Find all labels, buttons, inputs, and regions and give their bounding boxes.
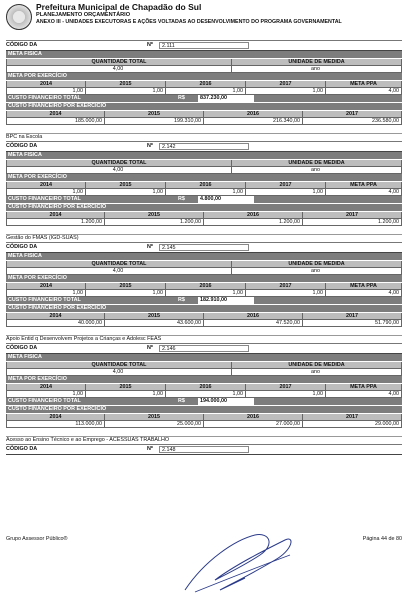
meta-value: 1,00 xyxy=(166,88,246,95)
custo-value: 1.200,00 xyxy=(204,219,303,226)
signature-icon xyxy=(175,520,305,600)
year-header: 2016 xyxy=(166,81,246,88)
quantidade-header: QUANTIDADE TOTAL xyxy=(6,362,232,369)
header-subtitle: PLANEJAMENTO ORÇAMENTÁRIO xyxy=(36,12,131,18)
table-row xyxy=(6,384,402,391)
year-header: 2015 xyxy=(105,111,204,118)
quantidade-value: 4,00 xyxy=(6,167,232,174)
year-header: 2014 xyxy=(6,182,86,189)
meta-ppa-value: 4,00 xyxy=(326,290,402,297)
year-header: 2017 xyxy=(246,384,326,391)
program-name: Gestão do FMAS (IGD-SUAS) xyxy=(6,235,402,243)
year-header: 2016 xyxy=(204,111,303,118)
quantidade-value: 4,00 xyxy=(6,268,232,275)
document-header xyxy=(6,3,402,33)
custo-value: 47.520,00 xyxy=(204,320,303,327)
meta-value: 1,00 xyxy=(6,391,86,398)
action-block xyxy=(6,336,402,437)
table-row xyxy=(6,212,402,219)
year-header: 2015 xyxy=(105,414,204,421)
custo-value: 1.200,00 xyxy=(6,219,105,226)
unidade-header: UNIDADE DE MEDIDA xyxy=(232,261,402,268)
custo-value: 27.000,00 xyxy=(204,421,303,428)
unidade-value: ano xyxy=(232,66,402,73)
custo-value: 236.580,00 xyxy=(303,118,402,125)
currency-label: R$ xyxy=(178,196,185,202)
table-row xyxy=(6,283,402,290)
table-row xyxy=(6,362,402,369)
quantidade-header: QUANTIDADE TOTAL xyxy=(6,59,232,66)
custo-value: 25.000,00 xyxy=(105,421,204,428)
meta-value: 1,00 xyxy=(246,391,326,398)
custo-value: 43.600,00 xyxy=(105,320,204,327)
meta-value: 1,00 xyxy=(6,88,86,95)
code-label: CÓDIGO DA xyxy=(6,446,38,452)
footer-company: Grupo Assessor Público® xyxy=(6,536,68,542)
code-row xyxy=(6,41,402,51)
table-row xyxy=(6,290,402,297)
year-header: 2015 xyxy=(105,212,204,219)
year-header: 2014 xyxy=(6,384,86,391)
block-separator xyxy=(6,226,402,235)
action-block xyxy=(6,134,402,235)
block-separator xyxy=(6,125,402,134)
year-header: 2017 xyxy=(303,111,402,118)
code-value: 2.142 xyxy=(159,143,249,150)
action-block xyxy=(6,437,402,455)
custo-value: 199.310,00 xyxy=(105,118,204,125)
code-row xyxy=(6,445,402,455)
custo-total-value: 194.000,00 xyxy=(198,398,254,405)
meta-fisica-header: META FÍSICA xyxy=(6,253,402,261)
year-header: 2017 xyxy=(246,283,326,290)
program-name: Apoio Entid q Desenvolvem Projetos a Crianças e Adolesc FEAS xyxy=(6,336,402,344)
code-label: CÓDIGO DA xyxy=(6,42,38,48)
meta-value: 1,00 xyxy=(6,290,86,297)
year-header: 2014 xyxy=(6,313,105,320)
quantidade-header: QUANTIDADE TOTAL xyxy=(6,261,232,268)
custo-value: 29.000,00 xyxy=(303,421,402,428)
meta-fisica-header: META FÍSICA xyxy=(6,51,402,59)
year-header: 2015 xyxy=(86,283,166,290)
custo-exercicio-header: CUSTO FINANCEIRO POR EXERCÍCIO xyxy=(6,103,402,111)
table-row xyxy=(6,182,402,189)
table-row xyxy=(6,81,402,88)
custo-exercicio-header: CUSTO FINANCEIRO POR EXERCÍCIO xyxy=(6,406,402,414)
meta-value: 1,00 xyxy=(246,88,326,95)
meta-ppa-header: META PPA xyxy=(326,283,402,290)
table-row xyxy=(6,66,402,73)
code-value: 2.145 xyxy=(159,244,249,251)
code-row xyxy=(6,344,402,354)
meta-ppa-header: META PPA xyxy=(326,384,402,391)
custo-total-label: CUSTO FINANCEIRO TOTAL xyxy=(8,95,81,101)
custo-exercicio-header: CUSTO FINANCEIRO POR EXERCÍCIO xyxy=(6,305,402,313)
table-row xyxy=(6,320,402,327)
document-page xyxy=(6,3,402,455)
unidade-header: UNIDADE DE MEDIDA xyxy=(232,362,402,369)
currency-label: R$ xyxy=(178,95,185,101)
action-block xyxy=(6,33,402,134)
code-label: CÓDIGO DA xyxy=(6,143,38,149)
custo-value: 185.000,00 xyxy=(6,118,105,125)
code-value: 2.146 xyxy=(159,345,249,352)
year-header: 2014 xyxy=(6,283,86,290)
meta-fisica-header: META FÍSICA xyxy=(6,152,402,160)
footer-page-number: Página 44 de 80 xyxy=(362,536,402,542)
custo-total-row xyxy=(6,398,402,406)
meta-ppa-value: 4,00 xyxy=(326,391,402,398)
meta-value: 1,00 xyxy=(86,290,166,297)
meta-fisica-header: META FÍSICA xyxy=(6,354,402,362)
meta-ppa-value: 4,00 xyxy=(326,88,402,95)
year-header: 2017 xyxy=(246,81,326,88)
program-name: BPC na Escola xyxy=(6,134,402,142)
meta-ppa-value: 4,00 xyxy=(326,189,402,196)
meta-value: 1,00 xyxy=(166,189,246,196)
table-row xyxy=(6,313,402,320)
action-blocks xyxy=(6,33,402,455)
table-row xyxy=(6,268,402,275)
meta-exercicio-header: META POR EXERCÍCIO xyxy=(6,174,402,182)
custo-value: 216.340,00 xyxy=(204,118,303,125)
custo-total-row xyxy=(6,297,402,305)
meta-value: 1,00 xyxy=(246,189,326,196)
table-row xyxy=(6,111,402,118)
table-row xyxy=(6,59,402,66)
year-header: 2014 xyxy=(6,414,105,421)
table-row xyxy=(6,160,402,167)
code-value: 2.148 xyxy=(159,446,249,453)
table-row xyxy=(6,369,402,376)
number-label: Nº xyxy=(147,42,153,48)
year-header: 2016 xyxy=(204,414,303,421)
year-header: 2017 xyxy=(246,182,326,189)
custo-value: 1.200,00 xyxy=(303,219,402,226)
meta-ppa-header: META PPA xyxy=(326,182,402,189)
year-header: 2015 xyxy=(86,81,166,88)
year-header: 2016 xyxy=(204,313,303,320)
custo-total-label: CUSTO FINANCEIRO TOTAL xyxy=(8,398,81,404)
number-label: Nº xyxy=(147,446,153,452)
quantidade-value: 4,00 xyxy=(6,66,232,73)
table-row xyxy=(6,88,402,95)
table-row xyxy=(6,261,402,268)
year-header: 2016 xyxy=(166,283,246,290)
unidade-value: ano xyxy=(232,369,402,376)
meta-exercicio-header: META POR EXERCÍCIO xyxy=(6,73,402,81)
meta-value: 1,00 xyxy=(6,189,86,196)
currency-label: R$ xyxy=(178,297,185,303)
header-title: Prefeitura Municipal de Chapadão do Sul xyxy=(36,2,202,12)
custo-exercicio-header: CUSTO FINANCEIRO POR EXERCÍCIO xyxy=(6,204,402,212)
custo-total-value: 182.910,00 xyxy=(198,297,254,304)
year-header: 2014 xyxy=(6,212,105,219)
block-separator xyxy=(6,428,402,437)
code-row xyxy=(6,142,402,152)
unidade-value: ano xyxy=(232,268,402,275)
year-header: 2016 xyxy=(166,182,246,189)
year-header: 2015 xyxy=(105,313,204,320)
meta-value: 1,00 xyxy=(246,290,326,297)
year-header: 2016 xyxy=(166,384,246,391)
code-label: CÓDIGO DA xyxy=(6,345,38,351)
program-name: Acesso ao Ensino Técnico e ao Emprego - ACESSUAS TRABALHO xyxy=(6,437,402,445)
unidade-value: ano xyxy=(232,167,402,174)
meta-value: 1,00 xyxy=(86,88,166,95)
code-value: 2.111 xyxy=(159,42,249,49)
meta-value: 1,00 xyxy=(86,189,166,196)
table-row xyxy=(6,421,402,428)
custo-total-row xyxy=(6,196,402,204)
custo-value: 40.000,00 xyxy=(6,320,105,327)
table-row xyxy=(6,118,402,125)
custo-total-label: CUSTO FINANCEIRO TOTAL xyxy=(8,196,81,202)
header-annex: ANEXO III - UNIDADES EXECUTORAS E AÇÕES VOLTADAS AO DESENVOLVIMENTO DO PROGRAMA GOVERNAMENTAL xyxy=(36,18,342,25)
action-block xyxy=(6,235,402,336)
number-label: Nº xyxy=(147,345,153,351)
year-header: 2015 xyxy=(86,182,166,189)
custo-value: 113.000,00 xyxy=(6,421,105,428)
currency-label: R$ xyxy=(178,398,185,404)
year-header: 2014 xyxy=(6,81,86,88)
number-label: Nº xyxy=(147,244,153,250)
table-row xyxy=(6,391,402,398)
table-row xyxy=(6,219,402,226)
meta-value: 1,00 xyxy=(166,391,246,398)
meta-exercicio-header: META POR EXERCÍCIO xyxy=(6,275,402,283)
number-label: Nº xyxy=(147,143,153,149)
code-label: CÓDIGO DA xyxy=(6,244,38,250)
quantidade-header: QUANTIDADE TOTAL xyxy=(6,160,232,167)
program-name xyxy=(6,33,402,41)
meta-ppa-header: META PPA xyxy=(326,81,402,88)
table-row xyxy=(6,189,402,196)
table-row xyxy=(6,167,402,174)
block-separator xyxy=(6,327,402,336)
year-header: 2016 xyxy=(204,212,303,219)
unidade-header: UNIDADE DE MEDIDA xyxy=(232,160,402,167)
meta-exercicio-header: META POR EXERCÍCIO xyxy=(6,376,402,384)
year-header: 2017 xyxy=(303,414,402,421)
year-header: 2015 xyxy=(86,384,166,391)
code-row xyxy=(6,243,402,253)
custo-total-row xyxy=(6,95,402,103)
year-header: 2014 xyxy=(6,111,105,118)
quantidade-value: 4,00 xyxy=(6,369,232,376)
meta-value: 1,00 xyxy=(86,391,166,398)
year-header: 2017 xyxy=(303,212,402,219)
custo-value: 51.790,00 xyxy=(303,320,402,327)
unidade-header: UNIDADE DE MEDIDA xyxy=(232,59,402,66)
year-header: 2017 xyxy=(303,313,402,320)
custo-total-label: CUSTO FINANCEIRO TOTAL xyxy=(8,297,81,303)
custo-total-value: 4.800,00 xyxy=(198,196,254,203)
custo-total-value: 837.230,00 xyxy=(198,95,254,102)
meta-value: 1,00 xyxy=(166,290,246,297)
table-row xyxy=(6,414,402,421)
municipal-seal-icon xyxy=(6,4,32,30)
custo-value: 1.200,00 xyxy=(105,219,204,226)
